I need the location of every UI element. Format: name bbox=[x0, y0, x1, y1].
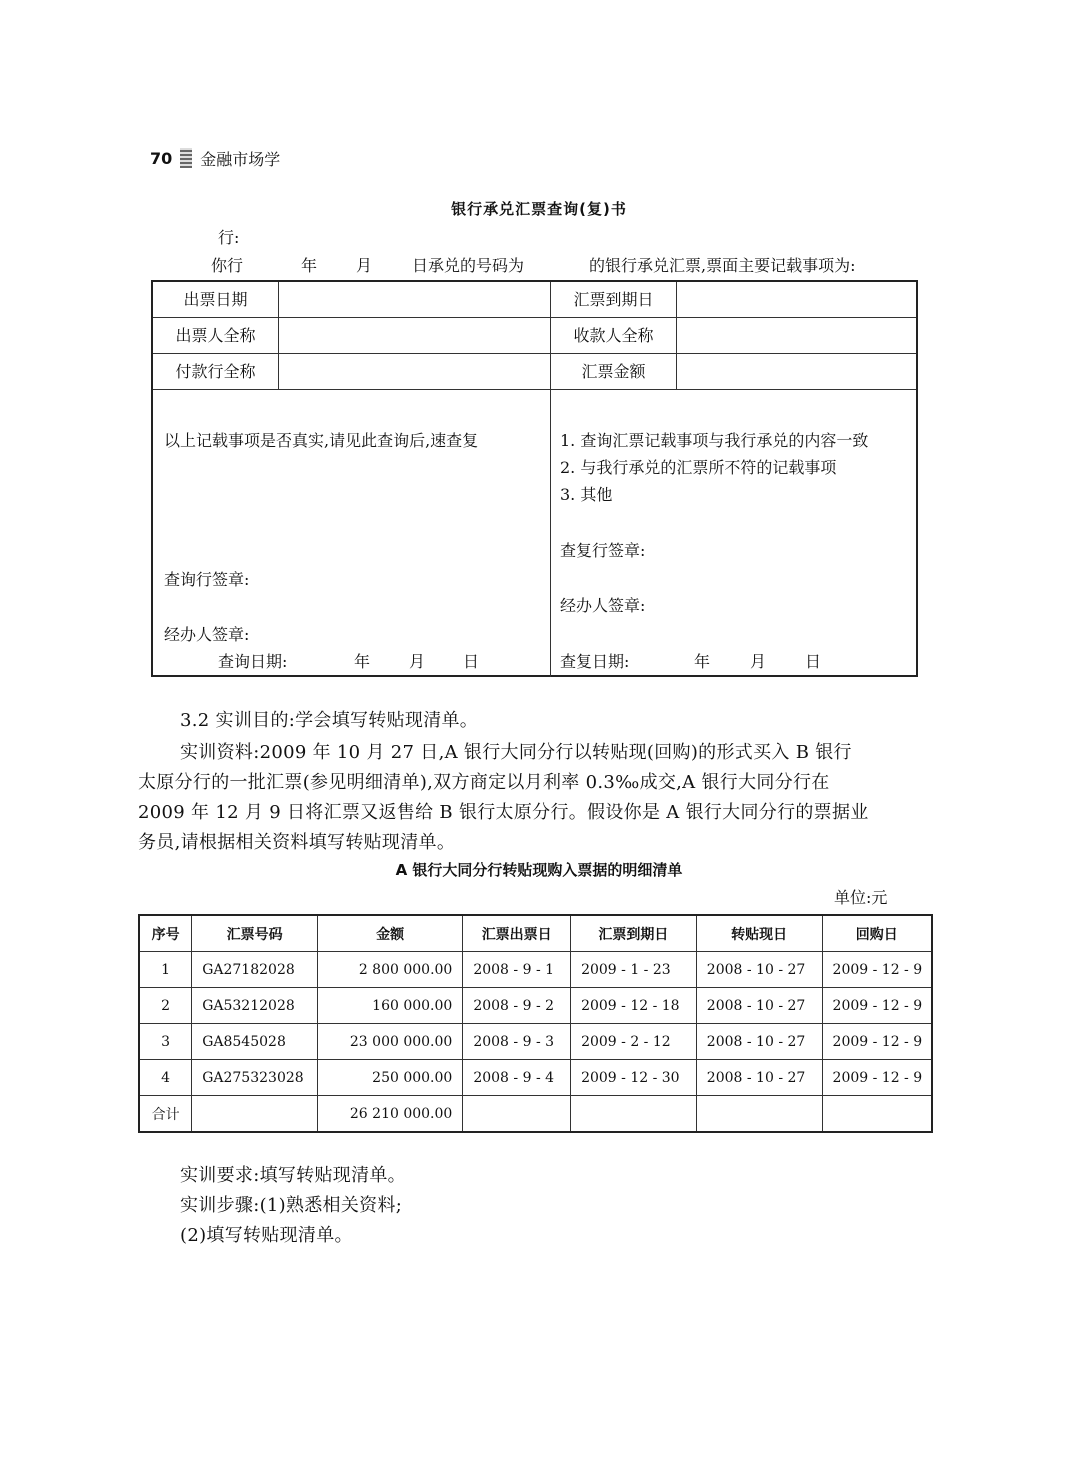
inquiry-request-text: 以上记载事项是否真实,请见此查询后,速查复 bbox=[164, 431, 479, 450]
header-issue-date: 汇票出票日 bbox=[463, 915, 571, 952]
book-title: 金融市场学 bbox=[200, 149, 281, 169]
header-rediscount-date: 转贴现日 bbox=[696, 915, 822, 952]
inquiry-handler-seal: 经办人签章: bbox=[164, 625, 250, 644]
cell-repurchase-date: 2009 - 12 - 9 bbox=[822, 1060, 932, 1096]
training-steps-2: (2)填写转贴现清单。 bbox=[180, 1225, 353, 1246]
inquiry-date-label: 查询日期: bbox=[218, 652, 288, 671]
cell-index: 4 bbox=[139, 1060, 192, 1096]
inquiry-bank-seal: 查询行签章: bbox=[164, 570, 250, 589]
due-date-field[interactable] bbox=[677, 282, 916, 317]
form-line-year: 年 bbox=[301, 256, 318, 275]
amount-field[interactable] bbox=[677, 354, 916, 389]
table-title: A 银行大同分行转贴现购入票据的明细清单 bbox=[395, 861, 683, 879]
cell-total-empty bbox=[463, 1096, 571, 1133]
cell-amount: 160 000.00 bbox=[318, 988, 463, 1024]
cell-bill-number: GA27182028 bbox=[192, 952, 318, 988]
table-row bbox=[139, 1024, 932, 1060]
cell-due-date: 2009 - 12 - 30 bbox=[571, 1060, 697, 1096]
training-requirement: 实训要求:填写转贴现清单。 bbox=[180, 1165, 406, 1186]
training-material-line-4: 务员,请根据相关资料填写转贴现清单。 bbox=[138, 832, 456, 853]
cell-index: 3 bbox=[139, 1024, 192, 1060]
form-line-you-bank: 你行 bbox=[211, 256, 244, 275]
payee-name-field[interactable] bbox=[677, 318, 916, 353]
issue-date-field[interactable] bbox=[279, 282, 549, 317]
inquiry-form bbox=[151, 280, 918, 677]
cell-repurchase-date: 2009 - 12 - 9 bbox=[822, 988, 932, 1024]
cell-index: 1 bbox=[139, 952, 192, 988]
cell-bill-number: GA53212028 bbox=[192, 988, 318, 1024]
cell-repurchase-date: 2009 - 12 - 9 bbox=[822, 1024, 932, 1060]
cell-bill-number: GA275323028 bbox=[192, 1060, 318, 1096]
paying-bank-label: 付款行全称 bbox=[175, 362, 256, 381]
cell-total-amount: 26 210 000.00 bbox=[318, 1096, 463, 1133]
form-line-day-accept: 日承兑的号码为 bbox=[412, 256, 525, 275]
cell-issue-date: 2008 - 9 - 2 bbox=[463, 988, 571, 1024]
cell-amount: 250 000.00 bbox=[318, 1060, 463, 1096]
cell-amount: 2 800 000.00 bbox=[318, 952, 463, 988]
cell-issue-date: 2008 - 9 - 1 bbox=[463, 952, 571, 988]
inquiry-date-year: 年 bbox=[354, 652, 371, 671]
cell-due-date: 2009 - 2 - 12 bbox=[571, 1024, 697, 1060]
form-line-tail: 的银行承兑汇票,票面主要记载事项为: bbox=[589, 256, 856, 275]
page-header bbox=[150, 146, 280, 170]
page-number: 70 bbox=[150, 148, 173, 168]
cell-due-date: 2009 - 1 - 23 bbox=[571, 952, 697, 988]
form-bank-line: 行: bbox=[218, 228, 240, 247]
cell-issue-date: 2008 - 9 - 3 bbox=[463, 1024, 571, 1060]
unit-label: 单位:元 bbox=[834, 888, 888, 907]
paying-bank-field[interactable] bbox=[279, 354, 549, 389]
due-date-label: 汇票到期日 bbox=[573, 290, 654, 309]
table-row bbox=[139, 952, 932, 988]
header-bill-number: 汇票号码 bbox=[192, 915, 318, 952]
drawer-name-label: 出票人全称 bbox=[175, 326, 256, 345]
cell-repurchase-date: 2009 - 12 - 9 bbox=[822, 952, 932, 988]
cell-total-empty bbox=[192, 1096, 318, 1133]
header-due-date: 汇票到期日 bbox=[571, 915, 697, 952]
header-decoration-icon bbox=[180, 148, 192, 168]
training-objective: 3.2 实训目的:学会填写转贴现清单。 bbox=[180, 710, 479, 731]
training-steps-1: 实训步骤:(1)熟悉相关资料; bbox=[180, 1195, 403, 1216]
cell-total-empty bbox=[571, 1096, 697, 1133]
table-header-row bbox=[139, 915, 932, 952]
issue-date-label: 出票日期 bbox=[183, 290, 248, 309]
table-row bbox=[139, 988, 932, 1024]
header-amount: 金额 bbox=[318, 915, 463, 952]
form-line-month: 月 bbox=[356, 256, 373, 275]
training-material-line-2: 太原分行的一批汇票(参见明细清单),双方商定以月利率 0.3‰成交,A 银行大同分行在 bbox=[138, 772, 830, 793]
inquiry-date-month: 月 bbox=[409, 652, 426, 671]
amount-label: 汇票金额 bbox=[581, 362, 646, 381]
payee-name-label: 收款人全称 bbox=[573, 326, 654, 345]
table-row bbox=[139, 1060, 932, 1096]
cell-rediscount-date: 2008 - 10 - 27 bbox=[696, 952, 822, 988]
reply-date-year: 年 bbox=[694, 652, 711, 671]
cell-amount: 23 000 000.00 bbox=[318, 1024, 463, 1060]
cell-rediscount-date: 2008 - 10 - 27 bbox=[696, 1060, 822, 1096]
table-total-row bbox=[139, 1096, 932, 1133]
reply-option-3: 3. 其他 bbox=[560, 485, 613, 504]
reply-option-2: 2. 与我行承兑的汇票所不符的记载事项 bbox=[560, 458, 837, 477]
cell-rediscount-date: 2008 - 10 - 27 bbox=[696, 1024, 822, 1060]
detail-table bbox=[138, 914, 933, 1133]
cell-index: 2 bbox=[139, 988, 192, 1024]
header-repurchase-date: 回购日 bbox=[822, 915, 932, 952]
reply-date-day: 日 bbox=[805, 652, 822, 671]
reply-date-month: 月 bbox=[750, 652, 767, 671]
inquiry-date-day: 日 bbox=[463, 652, 480, 671]
form-title: 银行承兑汇票查询(复)书 bbox=[451, 200, 627, 218]
cell-total-label: 合计 bbox=[139, 1096, 192, 1133]
cell-total-empty bbox=[696, 1096, 822, 1133]
cell-issue-date: 2008 - 9 - 4 bbox=[463, 1060, 571, 1096]
training-material-line-1: 实训资料:2009 年 10 月 27 日,A 银行大同分行以转贴现(回购)的形式买入 B 银行 bbox=[180, 742, 852, 763]
cell-rediscount-date: 2008 - 10 - 27 bbox=[696, 988, 822, 1024]
cell-bill-number: GA8545028 bbox=[192, 1024, 318, 1060]
reply-bank-seal: 查复行签章: bbox=[560, 541, 646, 560]
reply-option-1: 1. 查询汇票记载事项与我行承兑的内容一致 bbox=[560, 431, 869, 450]
cell-total-empty bbox=[822, 1096, 932, 1133]
header-index: 序号 bbox=[139, 915, 192, 952]
reply-handler-seal: 经办人签章: bbox=[560, 596, 646, 615]
reply-date-label: 查复日期: bbox=[560, 652, 630, 671]
training-material-line-3: 2009 年 12 月 9 日将汇票又返售给 B 银行太原分行。假设你是 A 银行大同分行的票据业 bbox=[138, 802, 869, 823]
drawer-name-field[interactable] bbox=[279, 318, 549, 353]
cell-due-date: 2009 - 12 - 18 bbox=[571, 988, 697, 1024]
